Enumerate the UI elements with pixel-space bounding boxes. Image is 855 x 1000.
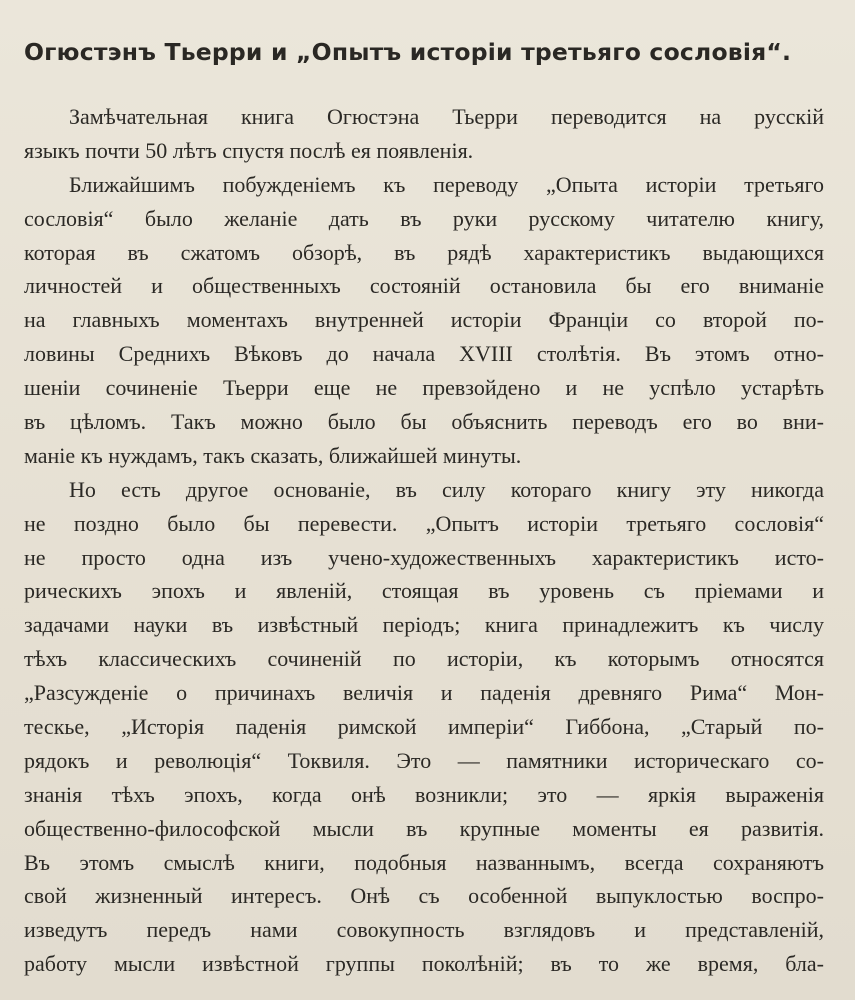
article-title: Огюстэнъ Тьерри и „Опытъ исторiи третьяго сословiя“.: [24, 38, 792, 66]
text-line: тескье, „Исторiя паденiя римской имперiи“ Гиббона, „Старый по-: [24, 714, 824, 740]
text-line: рядокъ и революцiя“ Токвиля. Это — памятники историческаго со-: [24, 747, 824, 773]
text-line: въ цѣломъ. Такъ можно было бы объяснить переводъ его во вни-: [24, 409, 824, 435]
text-line: ловины Среднихъ Вѣковъ до начала XVIII столѣтiя. Въ этомъ отно-: [24, 341, 824, 367]
text-line: свой жизненный интересъ. Онѣ съ особенной выпуклостью воспро-: [24, 883, 824, 909]
paragraph-3: [24, 473, 824, 981]
article-body: [24, 100, 824, 981]
text-line: сословiя“ было желанiе дать въ руки русскому читателю книгу,: [24, 205, 824, 231]
text-line: которая въ сжатомъ обзорѣ, въ рядѣ характеристикъ выдающихся: [24, 239, 824, 265]
text-line: задачами науки въ извѣстный перiодъ; книга принадлежитъ къ числу: [24, 612, 824, 638]
text-line: изведутъ передъ нами совокупность взглядовъ и представленiй,: [24, 917, 824, 943]
text-line: знанiя тѣхъ эпохъ, когда онѣ возникли; это — яркiя выраженiя: [24, 781, 824, 807]
paragraph-1: [24, 100, 824, 168]
text-line: Но есть другое основанiе, въ силу котораго книгу эту никогда: [69, 476, 824, 502]
text-line: Замѣчательная книга Огюстэна Тьерри переводится на русскiй: [69, 104, 824, 129]
text-line: языкъ почти 50 лѣтъ спустя послѣ ея появленiя.: [24, 137, 474, 163]
text-line: не поздно было бы перевести. „Опытъ исторiи третьяго сословiя“: [24, 510, 824, 536]
text-line: не просто одна изъ учено-художественныхъ характеристикъ исто-: [24, 544, 824, 570]
text-line: шенiи сочиненiе Тьерри еще не превзойдено и не успѣло устарѣть: [24, 375, 824, 401]
text-line: личностей и общественныхъ состоянiй остановила бы его вниманiе: [24, 273, 824, 299]
text-line: „Разсужденiе о причинахъ величiя и паденiя древняго Рима“ Мон-: [24, 680, 824, 706]
text-line: на главныхъ моментахъ внутренней исторiи Францiи со второй по-: [24, 307, 824, 333]
text-line: рическихъ эпохъ и явленiй, стоящая въ уровень съ прiемами и: [24, 578, 824, 604]
text-line: общественно-философской мысли въ крупные моменты ея развитiя.: [24, 815, 824, 841]
text-line: работу мысли извѣстной группы поколѣнiй; въ то же время, бла-: [24, 951, 824, 977]
text-line: Ближайшимъ побужденiемъ къ переводу „Опыта исторiи третьяго: [69, 171, 824, 197]
text-line: тѣхъ классическихъ сочиненiй по исторiи, къ которымъ относятся: [24, 646, 824, 672]
text-line: Въ этомъ смыслѣ книги, подобныя названнымъ, всегда сохраняютъ: [24, 849, 824, 875]
text-line: манiе къ нуждамъ, такъ сказать, ближайшей минуты.: [24, 442, 522, 468]
paragraph-2: [24, 168, 824, 473]
